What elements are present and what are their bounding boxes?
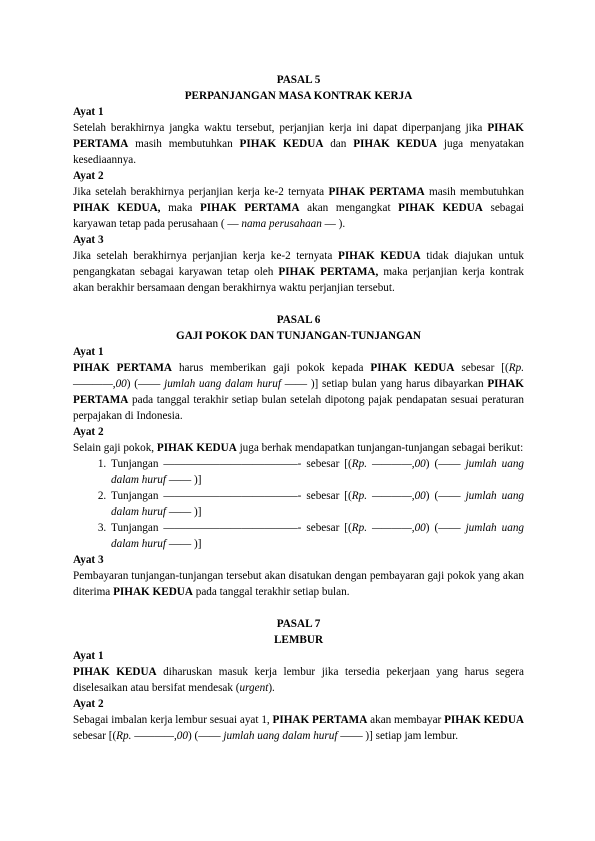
pasal-7-title: PASAL 7 bbox=[276, 618, 321, 630]
pasal-7-subtitle: LEMBUR bbox=[273, 634, 324, 646]
pasal-5-ayat-1-text: Setelah berakhirnya jangka waktu tersebut, perjanjian kerja ini dapat diperpanjang jika PIHAK PERTAMA masih membutuhkan PIHAK KEDUA dan PIHAK KEDUA juga menyatakan kesediaannya. bbox=[73, 122, 525, 166]
pasal-6-ayat-1-text: PIHAK PERTAMA harus memberikan gaji pokok kepada PIHAK KEDUA sebesar [(Rp. ————,00) (—— jumlah uang dalam huruf —— )] setiap bulan yang harus dibayarkan PIHAK PERTAMA pada tanggal terakhir setiap bulan setelah dipotong pajak pendapatan sesuai peraturan perpajakan di Indonesia. bbox=[73, 362, 524, 422]
tunjangan-list bbox=[73, 456, 524, 552]
pasal-6-subtitle: GAJI POKOK DAN TUNJANGAN-TUNJANGAN bbox=[176, 330, 421, 342]
pasal-5-ayat-3-heading: Ayat 3 bbox=[73, 234, 104, 246]
pasal-5-ayat-2-text: Jika setelah berakhirnya perjanjian kerja ke-2 ternyata PIHAK PERTAMA masih membutuhkan PIHAK KEDUA, maka PIHAK PERTAMA akan mengangkat PIHAK KEDUA sebagai karyawan tetap pada perusahaan ( — nama perusahaan — ). bbox=[73, 186, 525, 230]
pasal-6-ayat-1-heading: Ayat 1 bbox=[73, 346, 104, 358]
pasal-7-ayat-2-text: Sebagai imbalan kerja lembur sesuai ayat 1, PIHAK PERTAMA akan membayar PIHAK KEDUA sebesar [(Rp. ————,00) (—— jumlah uang dalam huruf —— )] setiap jam lembur. bbox=[73, 714, 524, 742]
list-item: 2. Tunjangan ————————————- sebesar [(Rp. ————,00) (—— jumlah uang dalam huruf —— )] bbox=[109, 488, 524, 520]
list-item: 3. Tunjangan ————————————- sebesar [(Rp. ————,00) (—— jumlah uang dalam huruf —— )] bbox=[109, 520, 524, 552]
pasal-7-section bbox=[73, 616, 524, 744]
pasal-5-title: PASAL 5 bbox=[276, 74, 321, 86]
pasal-5-ayat-2-heading: Ayat 2 bbox=[73, 170, 104, 182]
pasal-5-subtitle: PERPANJANGAN MASA KONTRAK KERJA bbox=[184, 90, 413, 102]
pasal-6-section bbox=[73, 312, 524, 600]
pasal-5-section bbox=[73, 72, 524, 296]
pasal-6-ayat-2-heading: Ayat 2 bbox=[73, 426, 104, 438]
pasal-6-title: PASAL 6 bbox=[276, 314, 321, 326]
pasal-7-ayat-2-heading: Ayat 2 bbox=[73, 698, 104, 710]
pasal-7-ayat-1-heading: Ayat 1 bbox=[73, 650, 104, 662]
pasal-6-ayat-3-heading: Ayat 3 bbox=[73, 554, 104, 566]
list-item: 1. Tunjangan ————————————- sebesar [(Rp. ————,00) (—— jumlah uang dalam huruf —— )] bbox=[109, 456, 524, 488]
pasal-5-ayat-3-text: Jika setelah berakhirnya perjanjian kerja ke-2 ternyata PIHAK KEDUA tidak diajukan untuk pengangkatan sebagai karyawan tetap oleh PIHAK PERTAMA, maka perjanjian kerja kontrak akan berakhir bersamaan dengan berakhirnya waktu perjanjian tersebut. bbox=[73, 250, 524, 294]
pasal-6-ayat-3-text: Pembayaran tunjangan-tunjangan tersebut akan disatukan dengan pembayaran gaji pokok yang akan diterima PIHAK KEDUA pada tanggal terakhir setiap bulan. bbox=[73, 570, 524, 598]
pasal-6-ayat-2-text: Selain gaji pokok, PIHAK KEDUA juga berhak mendapatkan tunjangan-tunjangan sebagai berikut: bbox=[73, 442, 524, 454]
pasal-5-ayat-1-heading: Ayat 1 bbox=[73, 106, 104, 118]
pasal-7-ayat-1-text: PIHAK KEDUA diharuskan masuk kerja lembur jika tersedia pekerjaan yang harus segera diselesaikan atau bersifat mendesak (urgent). bbox=[73, 666, 524, 694]
